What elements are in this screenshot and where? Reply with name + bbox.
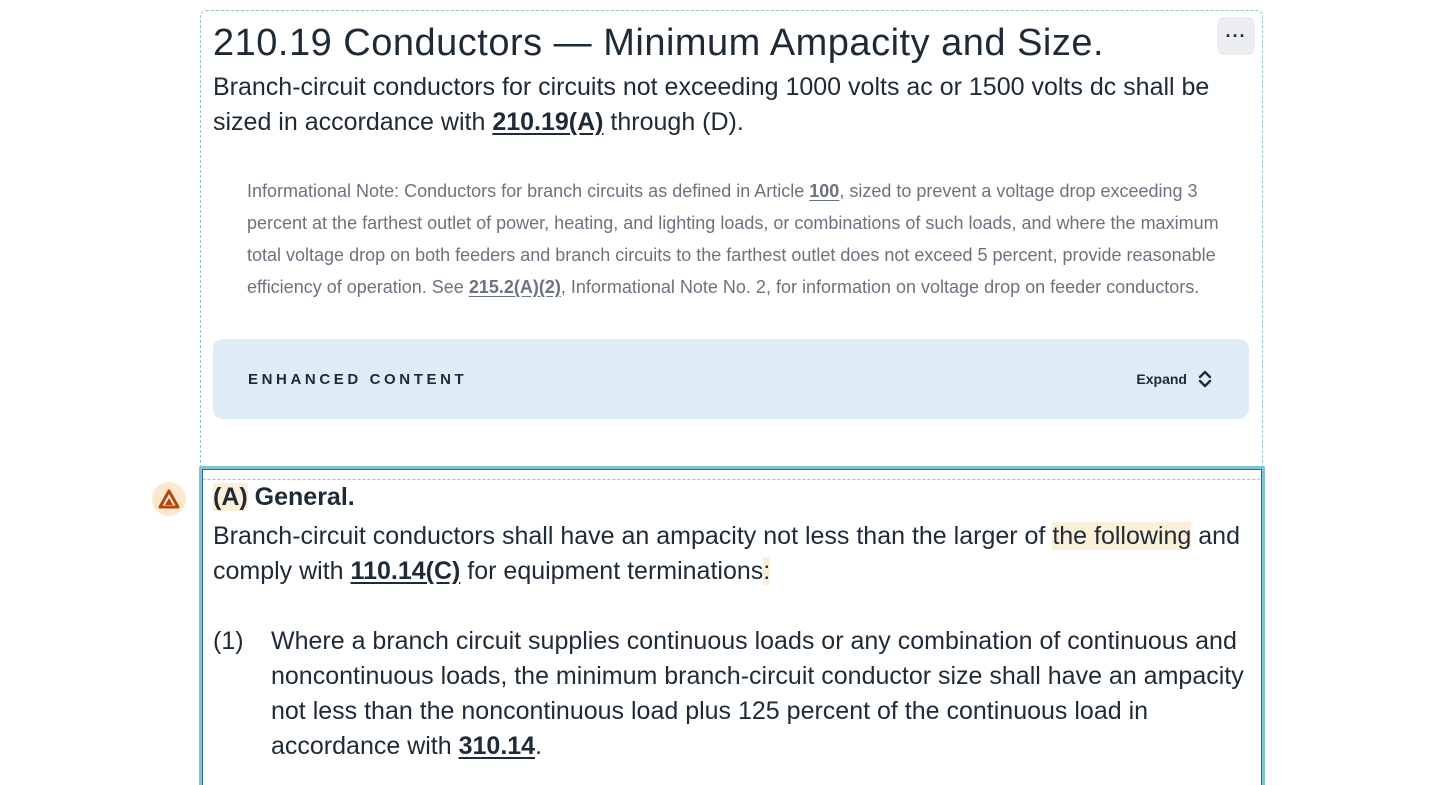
- enhanced-content-label: ENHANCED CONTENT: [248, 370, 468, 388]
- list-item-text: [271, 624, 1253, 764]
- more-horizontal-icon: ···: [1225, 25, 1247, 46]
- subsection-body-text-2: and comply with: [213, 522, 1240, 585]
- list-item-end: .: [535, 732, 543, 760]
- enhanced-content-panel[interactable]: [213, 339, 1249, 419]
- alert-badge[interactable]: [152, 482, 186, 516]
- section-body-suffix: through (D).: [603, 108, 744, 136]
- list-item-body: Where a branch circuit supplies continuous loads or any combination of continuous and noncontinuous loads, the minimum branch-circuit conductor size shall have an ampacity not less than the noncontinuous load plus 125 percent of the continuous load in accordance with: [271, 627, 1244, 760]
- subsection-title: General.: [247, 483, 355, 511]
- warning-triangle-icon: [158, 489, 180, 509]
- list-item-number: (1): [213, 627, 244, 655]
- ref-link-215-2-a-2[interactable]: 215.2(A)(2): [468, 277, 561, 297]
- ref-link-article-100[interactable]: 100: [809, 181, 840, 201]
- expand-button[interactable]: [1136, 369, 1213, 389]
- ref-link-310-14[interactable]: 310.14: [458, 732, 536, 760]
- info-note-text: Informational Note: Conductors for branch circuits as defined in Article: [247, 181, 810, 201]
- subsection-id: (A): [213, 483, 248, 511]
- informational-note: [247, 175, 1237, 303]
- section-title: 210.19 Conductors — Minimum Ampacity and Size.: [213, 22, 1105, 64]
- highlighted-text: the following: [1052, 522, 1192, 550]
- ref-link-110-14-c[interactable]: 110.14(C): [350, 557, 461, 585]
- ref-link-210-19-a[interactable]: 210.19(A): [492, 108, 604, 136]
- subsection-body: [213, 519, 1253, 589]
- more-options-button[interactable]: [1217, 17, 1255, 55]
- annotation-mark: :: [763, 557, 771, 585]
- chevron-up-down-icon: [1197, 369, 1213, 389]
- info-note-text-2: , sized to prevent a voltage drop exceeding 3 percent at the farthest outlet of power, heating, and lighting loads, or combinations of such loads, and where the maximum total voltage drop on both feeders and branch circuits to the farthest outlet does not exceed 5 percent, provide reasonable efficiency of operation. See: [247, 181, 1219, 297]
- section-body: [213, 70, 1253, 140]
- subsection-body-text: Branch-circuit conductors shall have an ampacity not less than the larger of: [213, 522, 1053, 550]
- section-body-text: Branch-circuit conductors for circuits not exceeding 1000 volts ac or 1500 volts dc shall be sized in accordance with: [213, 73, 1210, 136]
- subsection-body-text-3: for equipment terminations: [460, 557, 764, 585]
- subsection-heading: [213, 483, 355, 512]
- expand-label: Expand: [1136, 371, 1187, 387]
- list-item: [213, 624, 1253, 764]
- info-note-text-3: , Informational Note No. 2, for information on voltage drop on feeder conductors.: [560, 277, 1200, 297]
